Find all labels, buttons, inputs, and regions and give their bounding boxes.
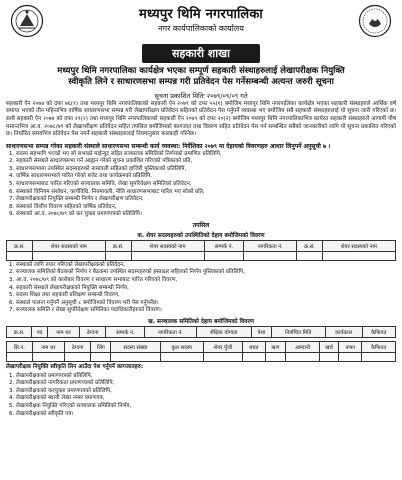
table-cell	[111, 352, 160, 361]
table-cell	[362, 352, 396, 361]
table-header-cell: सि.नं.	[7, 341, 33, 352]
section-banner: सहकारी शाखा	[142, 44, 260, 63]
table-cell	[64, 352, 91, 361]
table-header-cell: कुल सदस्य	[160, 341, 203, 352]
table-header-cell: कैफियत	[362, 326, 395, 337]
table-cell	[32, 352, 64, 361]
table-cell	[265, 352, 286, 361]
table-row	[7, 352, 396, 361]
org-title	[6, 4, 396, 34]
table-cell	[32, 251, 105, 260]
table-header-cell: खर्च	[319, 341, 338, 352]
member-summary-table	[6, 341, 396, 362]
table-cell	[244, 251, 297, 260]
municipality-name: मध्यपुर थिमि नगरपालिका	[139, 7, 263, 22]
table-header-cell: कैफियत	[362, 341, 396, 352]
table-header-cell: बचत	[243, 341, 265, 352]
board-table	[6, 326, 396, 338]
list-item: 4. वार्षिक साधारणसभाले पारित गरेको बजेट तथा कार्यक्रमको प्रतिलिपि,	[16, 173, 396, 181]
list-item: 2. सहकारी संस्थाले साधारणसभा गर्ने आह्वान गरेको सूचना प्रकाशित गरिएको पत्रिकाको प्रति,	[16, 158, 396, 166]
table-cell	[7, 352, 33, 361]
table-header-cell: नाम थर	[48, 326, 80, 337]
list-item: 8. संस्थाको वित्तीय विवरण सहितको वार्षिक प्रतिवेदन,	[16, 204, 396, 212]
table-cell	[131, 251, 204, 260]
table-header-row	[7, 240, 396, 251]
list-item: 6. संस्थाको विनियम संशोधन, कार्यविधि, नियमावली, नीति साधारणसभाबाट पारित भए सोको प्रति,	[16, 189, 396, 197]
table-header-row	[7, 326, 396, 337]
auditor-docs-list	[6, 373, 396, 418]
list-item: 5. लेखापरीक्षक नियुक्ति गरिएको सञ्चालक समितिको निर्णय,	[16, 403, 396, 411]
list-item: 6. लेखापरीक्षकको स्वीकृति पत्र।	[16, 411, 396, 419]
table-header-cell: नाम थर	[32, 341, 64, 352]
table-header-cell: आम्दानी	[286, 341, 320, 352]
list-item: 9. संस्थाको आ.व. २०७८/७९ को कर चुक्ता प्रमाणपत्रको प्रतिलिपि।	[16, 211, 396, 219]
table2-caption: ख. सञ्चालक समितिको देहाय बमोजिमको विवरण	[147, 318, 255, 325]
shareholder-table	[6, 240, 396, 261]
municipality-seal-icon	[358, 4, 392, 38]
table-header-cell: शेयर सदस्यको नाम	[131, 240, 204, 251]
table-cell	[243, 352, 265, 361]
intro-paragraph: सहकारी ऐन २०७४ को दफा ७६(१) तथा मध्यपुर थिमि नगरपालिकाको सहकारी ऐन २०७९ को दफा ५५(१) बमोजिम मध्यपुर थिमि नगरपालिका कार्यक्षेत्र भएका सहकारी संस्थाहरुले आर्थिक वर्ष समाप्त भएको तीन महिनाभित्र वार्षिक साधारणसभा सम्पन्न गरी लेखापरीक्षण प्रतिवेदन सहितको प्रतिवेदन पेस गर्नुपर्ने व्यवस्था भए बमोजिम सबै सहकारी संस्थाहरुलाई यो सूचना जारी गरिएको छ। साथै सहकारी ऐन २०७४ को दफा २९(२) तथा मध्यपुर थिमि नगरपालिकाको सहकारी ऐन २०७९ को दफा २०(२) बमोजिम मध्यपुर थिमि नगरपालिकाभित्र कार्यरत सहकारी संस्थाहरुले आगामी पौष मसान्तभित्र आ.व. २०७८/७९ को लेखापरीक्षण प्रतिवेदन सहित तपसिल बमोजिमको कागजात तथा विवरण सहित प्रतिवेदन पेस गर्न सम्बन्धित सबैको जानकारीको लागि यो सूचना प्रकाशित गरिएको छ। निर्धारित समयभित्र प्रतिवेदन पेस नगर्ने सहकारी संस्थाहरुलाई नियमानुसार कारबाही गरिनेछ।	[6, 100, 396, 138]
list-item: 4. सहकारी संस्थाले लेखापरीक्षकको नियुक्ति सम्बन्धी निर्णय,	[16, 285, 396, 293]
table-cell	[160, 352, 203, 361]
table-cell	[204, 251, 244, 260]
table-cell	[105, 251, 131, 260]
table-cell	[286, 352, 320, 361]
table-header-cell: नाफा	[339, 341, 362, 352]
table-cell	[7, 251, 33, 260]
table-cell	[322, 251, 395, 260]
auditor-docs-heading: लेखापरीक्षक नियुक्ति स्वीकृति लिन आउँदा पेश गर्नुपर्ने कागजातहरु:	[6, 363, 144, 370]
table-header-cell: क्र.सं.	[105, 240, 131, 251]
table-cell	[297, 251, 323, 260]
notice-title-line-1: मध्यपुर थिमि नगरपालिका कार्यक्षेत्र भएका सम्पूर्ण सहकारी संस्थाहरुलाई लेखापरीक्षक नियुक्ति	[57, 66, 345, 76]
list-item: 1. लेखापरीक्षकको प्रमाणपत्रको प्रतिलिपि,	[16, 373, 396, 381]
list-item: 7. लेखापरीक्षकको नियुक्ति सम्बन्धी निर्णय र लेखापरीक्षण प्रतिवेदन,	[16, 196, 396, 204]
table-header-cell: पद	[32, 326, 48, 337]
additional-docs-list	[6, 262, 396, 315]
table-header-cell: शेयर सदस्यको नाम	[322, 240, 395, 251]
notice-title-line-2: स्वीकृति लिने र साधारणसभा सम्पन्न गरी प्रतिवेदन पेस गर्नेसम्बन्धी अत्यन्त जरुरी सूचना	[68, 77, 334, 88]
letterhead	[6, 2, 396, 44]
list-item: 2. लेखापरीक्षकको नागरिकता प्रमाणपत्रको प्रतिलिपि,	[16, 380, 396, 388]
list-item: 5. सदस्य शिक्षा तथा सहकारी प्रशिक्षण सम्बन्धी विवरण,	[16, 292, 396, 300]
table-cell	[203, 352, 242, 361]
table-header-cell: ठेगाना	[64, 341, 91, 352]
table-header-cell: क्र.सं.	[7, 326, 32, 337]
list-item: 1. सदस्य सहभागि भएको भए सो सभाको माईन्युट सहित सञ्चालक समितिको निर्णयको प्रमाणित प्रतिलिपि,	[16, 151, 396, 159]
publish-date: सूचना प्रकाशित मितिः २०७९/०९/०९ गते	[154, 91, 248, 100]
table-header-cell: पेशा	[252, 326, 272, 337]
list-item: 2. सञ्चालक समितिको बैठकको निर्णय र बैठकमा उपस्थित सदस्यहरुको हस्ताक्षर सहितको निर्णय पुस्तिकाको प्रतिलिपि,	[16, 269, 396, 277]
list-item: 4. लेखापरीक्षकको स्थायी लेखा नम्बर प्रमाणपत्र,	[16, 395, 396, 403]
list-item: 1. संस्थाको लागि तयार गरिएको लेखापरीक्षकको प्रतिवेदन,	[16, 262, 396, 270]
office-name: नगर कार्यपालिकाको कार्यालय	[158, 24, 244, 33]
list-item: 3. लेखापरीक्षकको करचुक्ता प्रमाणपत्रको प्रतिलिपि,	[16, 388, 396, 396]
table-header-row	[7, 341, 396, 352]
table-header-cell: शेयर सदस्यको नाम	[32, 240, 105, 251]
table-cell	[339, 352, 362, 361]
table-header-cell: कार्यकाल	[325, 326, 362, 337]
table-header-cell: लिंग	[91, 341, 111, 352]
table-cell	[91, 352, 111, 361]
table-header-cell: नागरिकता नं.	[244, 240, 297, 251]
table-header-cell: नागरिकता नं.	[145, 326, 196, 337]
table-header-cell: क्र.सं.	[7, 240, 33, 251]
list-item: 7. सञ्चालक समिति र लेखा सुपरिवेक्षण समितिका पदाधिकारीहरुको विवरण।	[16, 307, 396, 315]
list-item: 3. साधारणसभामा उपस्थित सदस्यहरुको नामावली सहितको हाजिरी पुस्तिकाको प्रतिलिपि,	[16, 166, 396, 174]
table-header-cell: सम्पर्क नं.	[106, 326, 145, 337]
table-header-cell: शेयर पुँजी	[203, 341, 242, 352]
table1-caption: क. शेयर सदस्यहरुको उपस्थितिको देहाय बमोजिमको विवरण	[137, 232, 265, 239]
table-header-cell: शैक्षिक योग्यता	[196, 326, 251, 337]
list-item: 5. साधारणसभाबाट पारित गरिएको सञ्चालक समिति, लेखा सुपरिवेक्षण समितिको प्रतिवेदन,	[16, 181, 396, 189]
table-header-cell: सम्पर्क नं.	[204, 240, 244, 251]
tapasil-label: तपसिल	[192, 221, 210, 229]
table-cell	[319, 352, 338, 361]
list-item: 6. संस्थाले पालना गर्नुपर्ने अनुसूची ८ बमोजिमको विवरण भरी पेस गर्नुपर्नेछ।	[16, 300, 396, 308]
table-header-cell: सदस्य संख्या	[111, 341, 160, 352]
required-docs-list	[6, 151, 396, 219]
required-docs-heading: साधारणसभा सम्पन्न गरेका सहकारी संस्थाले साधारणसभा सम्बन्धी कार्य व्यवस्था: निर्देशिका २०७९ मा देहायको विवरणहरु आधार लिनुपर्ने अनुसूची ७ ।	[6, 142, 331, 150]
table-header-cell: निर्वाचित मिति	[271, 326, 325, 337]
table-header-cell: क्र.सं.	[297, 240, 323, 251]
table-row	[7, 251, 396, 260]
table-header-cell: ऋण	[265, 341, 286, 352]
list-item: 3. आ.व. २०७८/७९ को कारोबार विवरण र साधारण सभाबाट पारित गरिएको विवरण,	[16, 277, 396, 285]
notice-title	[6, 66, 396, 89]
table-header-cell: ठेगाना	[79, 326, 106, 337]
